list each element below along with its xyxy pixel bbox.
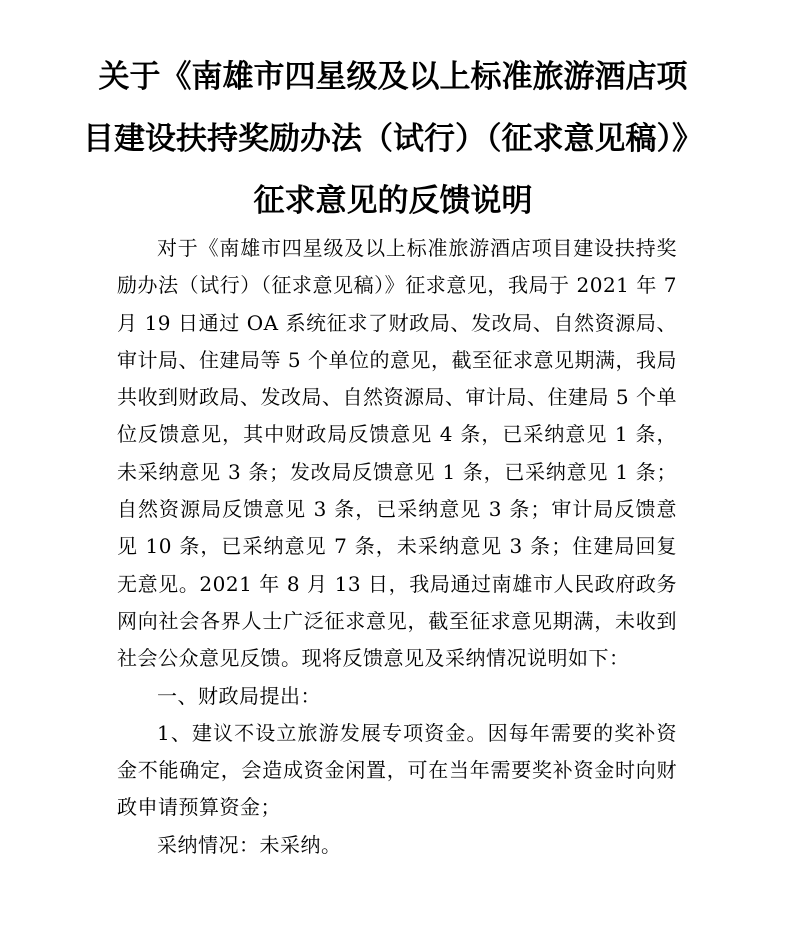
title-line-1: 关于《南雄市四星级及以上标准旅游酒店项	[98, 59, 688, 95]
document-body	[117, 230, 677, 864]
intro-paragraph: 对于《南雄市四星级及以上标准旅游酒店项目建设扶持奖励办法（试行）（征求意见稿）》征求意见，我局于 2021 年 7 月 19 日通过 OA 系统征求了财政局、发改局、自然资源局、审计局、住建局等 5 个单位的意见，截至征求意见期满，我局共收到财政局、发改局、自然资源局、审计局、住建局 5 个单位反馈意见，其中财政局反馈意见 4 条，已采纳意见 1 条，未采纳意见 3 条；发改局反馈意见 1 条，已采纳意见 1 条；自然资源局反馈意见 3 条，已采纳意见 3 条；审计局反馈意见 10 条，已采纳意见 7 条，未采纳意见 3 条；住建局回复无意见。2021 年 8 月 13 日，我局通过南雄市人民政府政务网向社会各界人士广泛征求意见，截至征求意见期满，未收到社会公众意见反馈。现将反馈意见及采纳情况说明如下：	[117, 236, 677, 671]
adoption-status: 采纳情况：未采纳。	[157, 832, 342, 857]
opinion-item-1: 1、建议不设立旅游发展专项资金。因每年需要的奖补资金不能确定，会造成资金闲置，可在当年需要奖补资金时向财政申请预算资金；	[117, 720, 677, 820]
document-title	[0, 46, 786, 232]
section-heading-finance-bureau: 一、财政局提出：	[157, 683, 321, 708]
title-line-2: 目建设扶持奖励办法（试行）（征求意见稿）》	[83, 121, 703, 157]
title-line-3: 征求意见的反馈说明	[253, 183, 533, 219]
